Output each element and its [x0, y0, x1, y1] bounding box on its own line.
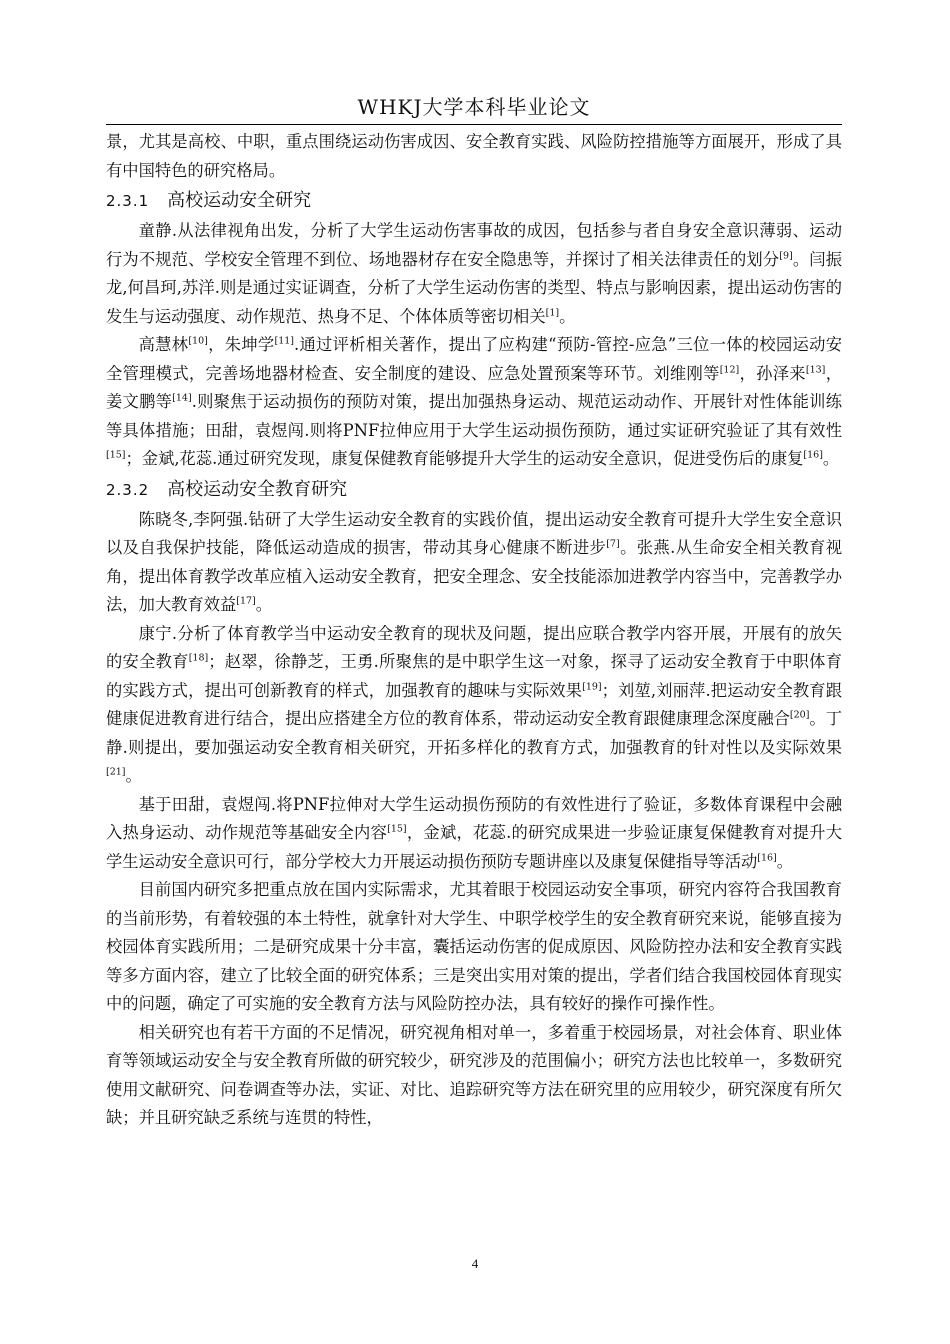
section-heading	[106, 186, 842, 216]
body-paragraph	[106, 128, 842, 185]
paragraph-text: .则聚焦于运动损伤的预防对策，提出加强热身运动、规范运动动作、开展针对性体能训练等具体措施；田甜，袁煜闯.则将PNF拉伸应用于大学生运动损伤预防，通过实证研究验证了其有效性	[106, 392, 842, 440]
paragraph-text: 。	[559, 306, 576, 326]
paragraph-text: ，朱坤学	[207, 335, 275, 354]
paragraph-text: 。	[776, 851, 794, 871]
body-paragraph	[106, 506, 842, 620]
citation-marker: [18]	[188, 652, 209, 664]
paragraph-text: 。丁静.则提出，要加强运动安全教育相关研究，开拓多样化的教育方式，加强教育的针对性以及实际效果	[106, 709, 842, 757]
section-title: 高校运动安全教育研究	[167, 478, 348, 500]
paragraph-text: 相关研究也有若干方面的不足情况，研究视角相对单一，多着重于校园场景，对社会体育、职业体育等领域运动安全与安全教育所做的研究较少，研究涉及的范围偏小；研究方法也比较单一，多数研究使用文献研究、问卷调查等办法，实证、对比、追踪研究等方法在研究里的应用较少，研究深度有所欠缺；并且研究缺乏系统与连贯的特性，	[106, 1022, 842, 1127]
paragraph-text: ，姜文鹏等	[106, 363, 842, 411]
citation-marker: [11]	[274, 335, 294, 347]
body-paragraph	[106, 791, 842, 877]
citation-marker: [9]	[779, 250, 793, 262]
paragraph-text: 陈晓冬,李阿强.钻研了大学生运动安全教育的实践价值，提出运动安全教育可提升大学生安全意识以及自我保护技能，降低运动造成的损害，带动其身心健康不断进步	[106, 509, 842, 557]
paragraph-text: ；赵翠，徐静芝，王勇.所聚焦的是中职学生这一对象，探寻了运动安全教育于中职体育的实践方式，提出可创新教育的样式，加强教育的趣味与实际效果	[106, 652, 842, 700]
citation-marker: [15]	[106, 449, 126, 461]
section-number: 2.3.2	[106, 480, 150, 499]
body-paragraph	[106, 217, 842, 331]
page-header-title: WHKJ大学本科毕业论文	[357, 95, 591, 119]
paragraph-text: 。	[125, 766, 142, 785]
section-title: 高校运动安全研究	[167, 190, 312, 211]
paragraph-text: 。闫振龙,何昌珂,苏洋.则是通过实证调查，分析了大学生运动伤害的类型、特点与影响因素，提出运动伤害的发生与运动强度、动作规范、热身不足、个体体质等密切相关	[106, 249, 842, 326]
body-paragraph	[106, 620, 842, 791]
paragraph-text: 高慧林	[138, 335, 189, 354]
paragraph-text: 童静.从法律视角出发，分析了大学生运动伤害事故的成因，包括参与者自身安全意识薄弱、运动行为不规范、学校安全管理不到位、场地器材存在安全隐患等，并探讨了相关法律责任的划分	[106, 221, 842, 269]
citation-marker: [17]	[236, 595, 256, 607]
header-divider	[106, 124, 842, 125]
citation-marker: [16]	[803, 449, 823, 461]
paragraph-text: .通过评析相关著作，提出了应构建“预防-管控-应急”三位一体的校园运动安全管理模式，完善场地器材检查、安全制度的建设、应急处置预案等环节。刘维刚等	[106, 335, 842, 383]
citation-marker: [1]	[545, 307, 560, 319]
paragraph-text: ，孙泽来	[739, 363, 806, 383]
citation-marker: [15]	[387, 823, 407, 835]
citation-marker: [21]	[106, 766, 126, 778]
citation-marker: [7]	[606, 538, 620, 550]
body-paragraph	[106, 876, 842, 1019]
body-content	[106, 128, 842, 1133]
section-number: 2.3.1	[106, 192, 150, 210]
citation-marker: [10]	[188, 335, 208, 347]
body-paragraph	[106, 1019, 842, 1133]
paragraph-text: 景，尤其是高校、中职，重点围绕运动伤害成因、安全教育实践、风险防控措施等方面展开，形成了具有中国特色的研究格局。	[106, 132, 842, 180]
citation-marker: [16]	[757, 852, 777, 864]
citation-marker: [19]	[582, 681, 602, 693]
paragraph-text: 康宁.分析了体育教学当中运动安全教育的现状及问题，提出应联合教学内容开展，开展有的放矢的安全教育	[106, 623, 842, 671]
paragraph-text: ；金斌,花蕊.通过研究发现，康复保健教育能够提升大学生的运动安全意识，促进受伤后的康复	[125, 449, 804, 468]
paragraph-text: 。	[255, 595, 273, 614]
section-heading	[106, 475, 842, 505]
citation-marker: [20]	[789, 709, 810, 721]
paragraph-text: ；刘堃,刘丽萍.把运动安全教育跟健康促进教育进行结合，提出应搭建全方位的教育体系，带动运动安全教育跟健康理念深度融合	[106, 680, 842, 728]
paragraph-text: ，金斌，花蕊.的研究成果进一步验证康复保健教育对提升大学生运动安全意识可行，部分学校大力开展运动损伤预防专题讲座以及康复保健指导等活动	[106, 823, 842, 871]
body-paragraph	[106, 331, 842, 474]
page-number: 4	[471, 1256, 479, 1271]
citation-marker: [12]	[719, 364, 740, 376]
citation-marker: [14]	[172, 392, 192, 404]
paragraph-text: 目前国内研究多把重点放在国内实际需求，尤其着眼于校园运动安全事项，研究内容符合我国教育的当前形势，有着较强的本土特性，就拿针对大学生、中职学校学生的安全教育研究来说，能够直接为校园体育实践所用；二是研究成果十分丰富，囊括运动伤害的促成原因、风险防控办法和安全教育实践等多方面内容，建立了比较全面的研究体系；三是突出实用对策的提出，学者们结合我国校园体育现实中的问题，确定了可实施的安全教育方法与风险防控办法，具有较好的操作可操作性。	[106, 880, 842, 1013]
paragraph-text: 。张燕.从生命安全相关教育视角，提出体育教学改革应植入运动安全教育，把安全理念、安全技能添加进教学内容当中，完善教学办法，加大教育效益	[106, 538, 842, 614]
citation-marker: [13]	[805, 364, 826, 376]
paragraph-text: 。	[822, 449, 840, 468]
paragraph-text: 基于田甜，袁煜闯.将PNF拉伸对大学生运动损伤预防的有效性进行了验证，多数体育课程中会融入热身运动、动作规范等基础安全内容	[106, 794, 842, 842]
